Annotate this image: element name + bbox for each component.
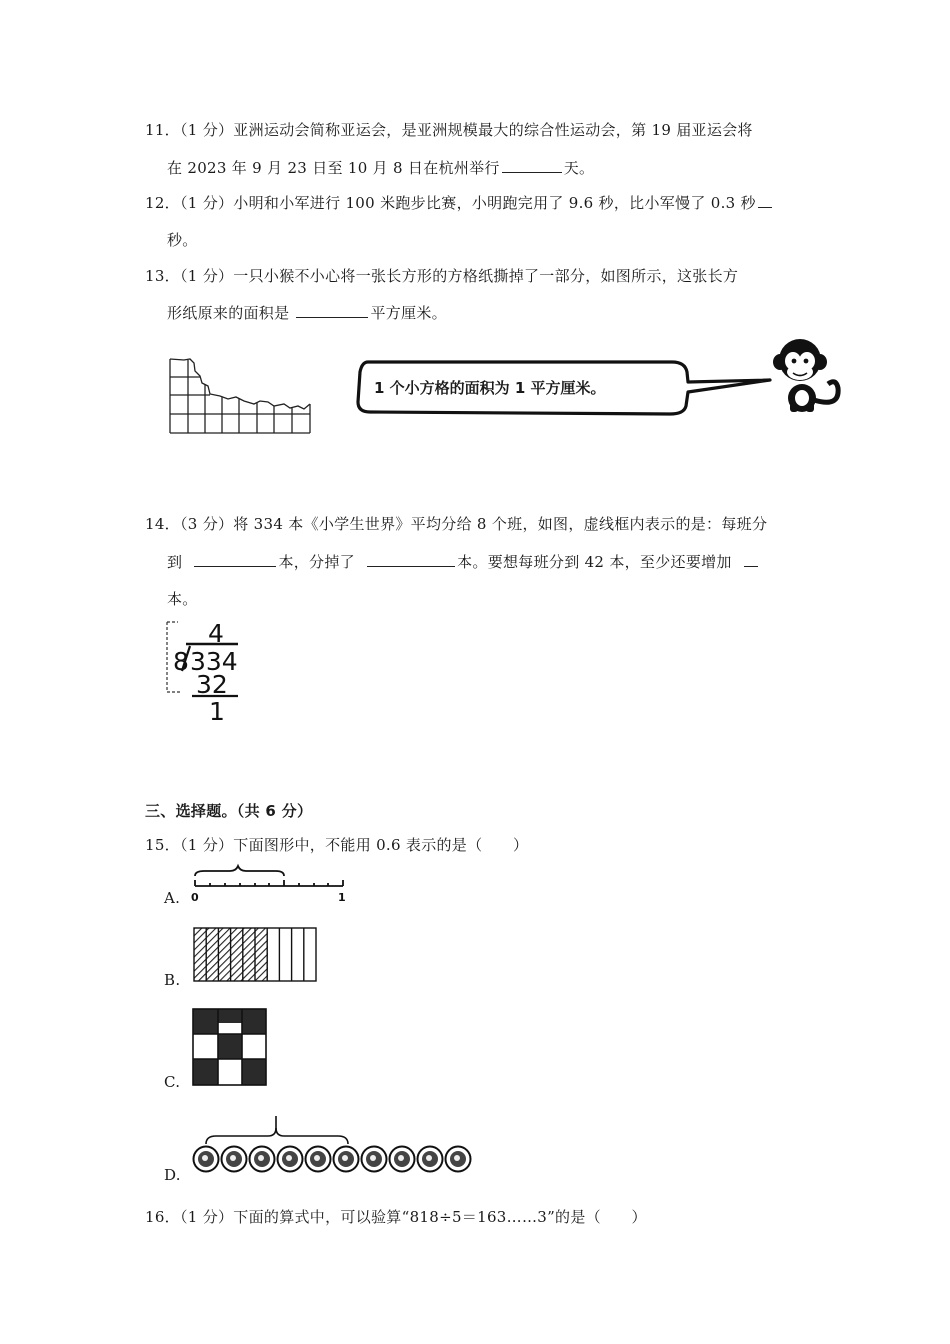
q12-answer-blank[interactable] — [758, 193, 772, 208]
q11-line2-post: 天。 — [563, 159, 595, 177]
q14-line2-a: 到 — [167, 553, 183, 571]
q15-option-a-numberline — [188, 862, 348, 904]
q13-line2-post: 平方厘米。 — [370, 304, 447, 322]
q15-option-c-label[interactable]: C. — [164, 1073, 181, 1091]
q13-line2-pre: 形纸原来的面积是 — [167, 304, 290, 322]
q12-line1-text: 12．（1 分）小明和小军进行 100 米跑步比赛，小明跑完用了 9.6 秒，比小军慢了 0.3 秒 — [145, 194, 756, 212]
q15-stem: 15．（1 分）下面图形中，不能用 0.6 表示的是（ ） — [145, 836, 529, 854]
coin-row — [194, 1147, 471, 1172]
q15-option-a-label[interactable]: A. — [164, 889, 181, 907]
q16-stem: 16．（1 分）下面的算式中，可以验算“818÷5＝163……3”的是（ ） — [145, 1208, 647, 1226]
q15-option-c-grid — [190, 1006, 270, 1088]
q14-line2 — [167, 551, 760, 572]
q12-line1 — [145, 192, 774, 213]
q14-line1: 14．（3 分）将 334 本《小学生世界》平均分给 8 个班，如图，虚线框内表示的是：每班分 — [145, 515, 768, 533]
div-divisor: 8 — [173, 647, 189, 676]
q15-option-b-label[interactable]: B. — [164, 971, 181, 989]
axis-start-label: 0 — [191, 891, 199, 904]
q14-line2-b: 本，分掉了 — [278, 553, 355, 571]
q11-line1: 11．（1 分）亚洲运动会简称亚运会，是亚洲规模最大的综合性运动会，第 19 届亚运会将 — [145, 121, 753, 139]
div-product: 32 — [196, 670, 228, 699]
q15-option-d-coins — [188, 1114, 480, 1178]
torn-grid-figure — [164, 354, 316, 438]
div-quotient: 4 — [208, 619, 224, 648]
speech-bubble-text: 1 个小方格的面积为 1 平方厘米。 — [374, 379, 606, 397]
q15-option-b-bar — [190, 925, 320, 985]
q14-blank-increase[interactable] — [744, 552, 758, 567]
q14-line2-c: 本。要想每班分到 42 本，至少还要增加 — [457, 553, 732, 571]
q14-blank-each[interactable] — [194, 552, 276, 567]
div-dividend: 334 — [190, 647, 238, 676]
section-3-title: 三、选择题。（共 6 分） — [145, 802, 313, 820]
q11-line2-pre: 在 2023 年 9 月 23 日至 10 月 8 日在杭州举行 — [167, 159, 500, 177]
q11-line2 — [167, 157, 594, 178]
q15-option-d-label[interactable]: D. — [164, 1166, 181, 1184]
q13-line2 — [167, 302, 447, 323]
q13-answer-blank[interactable] — [296, 303, 368, 318]
q14-line3: 本。 — [167, 590, 198, 608]
q11-answer-blank[interactable] — [502, 158, 562, 173]
long-division-figure — [164, 616, 248, 724]
q12-line2: 秒。 — [167, 231, 198, 249]
div-remainder: 1 — [209, 697, 225, 724]
axis-end-label: 1 — [338, 891, 346, 904]
monkey-icon — [768, 336, 848, 416]
q14-blank-used[interactable] — [367, 552, 455, 567]
q13-line1: 13．（1 分）一只小猴不小心将一张长方形的方格纸撕掉了一部分，如图所示，这张长方 — [145, 267, 739, 285]
